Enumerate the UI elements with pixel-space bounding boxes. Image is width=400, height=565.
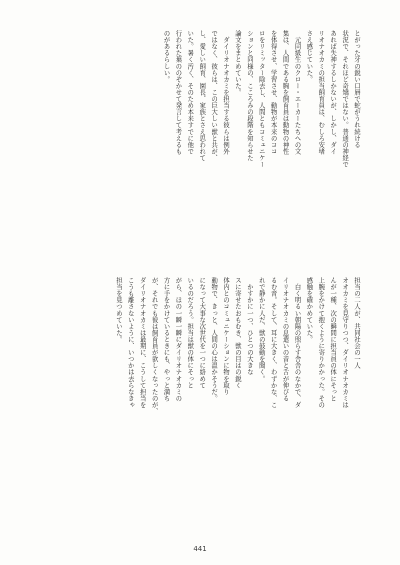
- page-number: 441: [193, 545, 207, 553]
- text-block-top: とがった牙の鋭い口唇で蛇がうれ続ける 状況で、それほど奇矯ではない。普通の神経で あれば失神するしかないが、しかし、ダイ リオナオカミの担当飼育員は、むしろ安堵 さえ感じていた。 元同級生のクロー・エーカーたちへの文 集は、人間である胸を飼育員は動物の神性 を体得させ、学習させ、動物が本来のココ ロをリミッター除去し、人間ともコミュニケー ションと同様の、こころみの段階を知らせた 論文をまとめていた。 ダイリオナオカミを担当する彼らは例外 ではなく、彼らは、この巨大しい獣と共が、 し、愛しい飼育、園長、家族とさえ思われて いた。暑く汚く、そのため本来すでに他で 行われた葉ののぞかせて発言して考えるも のがあるらしい。: [162, 30, 360, 168]
- text-block-bottom: 担当の二人が、共同社会の一人 オオカミを見守りつつ、ダイリオナオカミは んが一種、次の瞬間に担当員の体にそっと 上腕をかけて抱くように寄りかかった。その 感触を確かめていた。 白く明るい朝陽の照らす舎舎のなかで、ダ イリオナオカミの息遣いの音と舌が伸びる るむ音。そして、耳に大きく、わずかな、こ れで静かに人だ、獣の鼓動を聞く。 かすかに一つ、ひとつの大きな スに寄せたおもむき、獣の目はの鋭く 体内とのコミュニケーションに物を取り 動物で、きっと、人間の心は温かそうだ。 になって大事な次世代を一つに絡めて いるのだろう。担当は獣の体にそっと がら、ほの一瞬一瞬にダイリオナオカミの 方に手をかけているときにも、やっと満ち が、それでも彼は飼育員が欲しくなったのが、 ダイリオナオカミは最期に、こうして担当を こうも離さないように、いつかは去らなきゃ 担当を見つめていた。: [114, 277, 360, 415]
